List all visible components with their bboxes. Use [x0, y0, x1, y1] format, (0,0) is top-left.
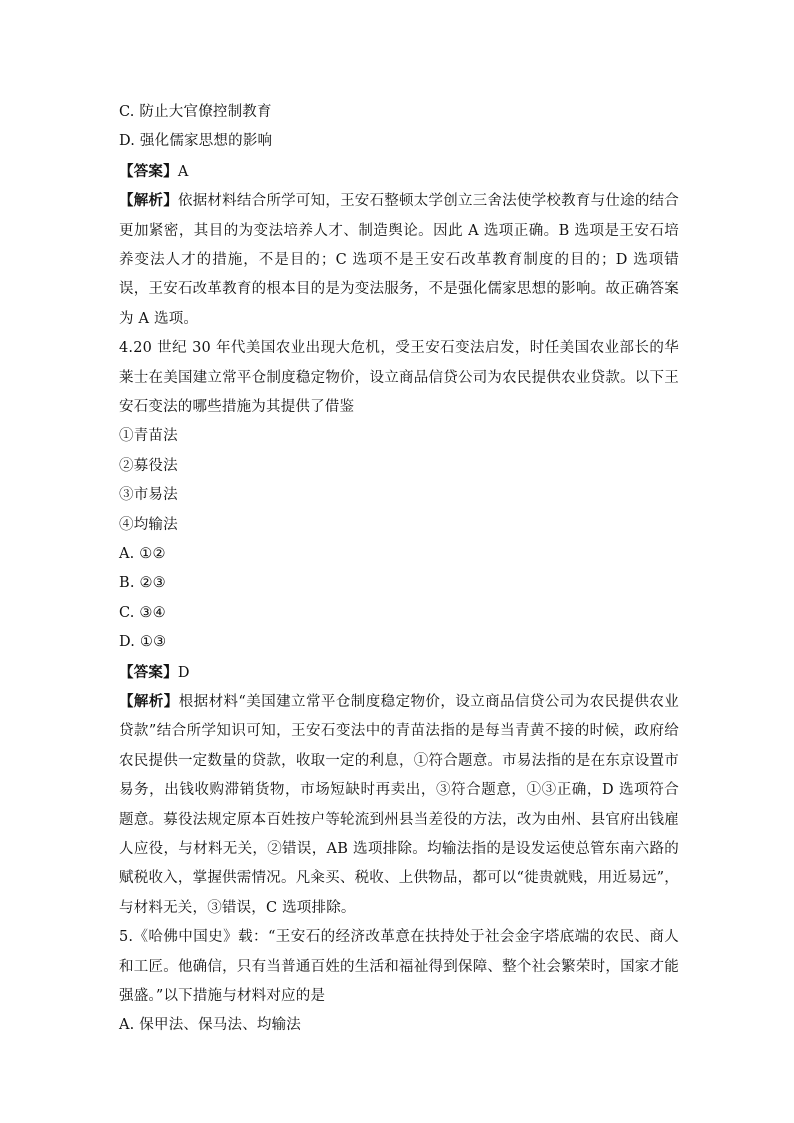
- item-4: ④均输法: [119, 516, 178, 533]
- answer-tag: 【答案】: [119, 162, 178, 180]
- option-c: C. ③④: [119, 604, 166, 621]
- option-c-prev: C. 防止大官僚控制教育: [119, 104, 272, 120]
- question-5: 5.《哈佛中国史》载：“王安石的经济改革意在扶持处于社会金字塔底端的农民、商人和工匠。他确信，只有当普通百姓的生活和福祉得到保障、整个社会繁荣时，国家才能强盛。”以下措施与材料对应的是: [119, 929, 679, 1004]
- analysis-text: 依据材料结合所学可知，王安石整顿太学创立三舍法使学校教育与仕途的结合更加紧密，其目的为变法培养人才、制造舆论。因此 A 选项正确。B 选项是王安石培养变法人才的措施，不是目的；C 选项不是王安石改革教育制度的目的；D 选项错误，王安石改革教育的根本目的是为变法服务，不是强化儒家思想的影响。故正确答案为 A 选项。: [119, 193, 679, 327]
- question-4: 4.20 世纪 30 年代美国农业出现大危机，受王安石变法启发，时任美国农业部长的华莱士在美国建立常平仓制度稳定物价，设立商品信贷公司为农民提供农业贷款。以下王安石变法的哪些措施为其提供了借鉴: [119, 340, 679, 416]
- answer-line-prev: [119, 157, 679, 186]
- answer-value: A: [177, 163, 189, 180]
- answer-tag: 【答案】: [119, 663, 178, 681]
- item-1: ①青苗法: [119, 428, 178, 445]
- option-d: D. ①③: [119, 634, 167, 651]
- answer-value: D: [177, 664, 190, 681]
- analysis-tag: 【解析】: [119, 192, 178, 210]
- option-a: A. ①②: [119, 545, 166, 562]
- analysis-text: 根据材料“美国建立常平仓制度稳定物价，设立商品信贷公司为农民提供农业贷款”结合所学知识可知，王安石变法中的青苗法指的是每当青黄不接的时候，政府给农民提供一定数量的贷款，收取一定的利息，①符合题意。市易法指的是在东京设置市易务，出钱收购滞销货物，市场短缺时再卖出，③符合题意，①③正确，D 选项符合题意。募役法规定原本百姓按户等轮流到州县当差役的方法，改为由州、县官府出钱雇人应役，与材料无关，②错误，AB 选项排除。均输法指的是设发运使总管东南六路的赋税收入，掌握供需情况。凡籴买、税收、上供物品，都可以“徙贵就贱，用近易远”，与材料无关，③错误，C 选项排除。: [119, 693, 679, 916]
- item-3: ③市易法: [119, 487, 178, 504]
- analysis-prev: [119, 186, 679, 334]
- analysis-4: [119, 687, 679, 923]
- answer-line-4: [119, 658, 679, 687]
- document-body: [119, 98, 679, 1041]
- q5-option-a: A. 保甲法、保马法、均输法: [119, 1017, 301, 1034]
- item-2: ②募役法: [119, 457, 178, 474]
- option-d-prev: D. 强化儒家思想的影响: [119, 133, 273, 150]
- analysis-tag: 【解析】: [119, 692, 179, 710]
- option-b: B. ②③: [119, 575, 166, 592]
